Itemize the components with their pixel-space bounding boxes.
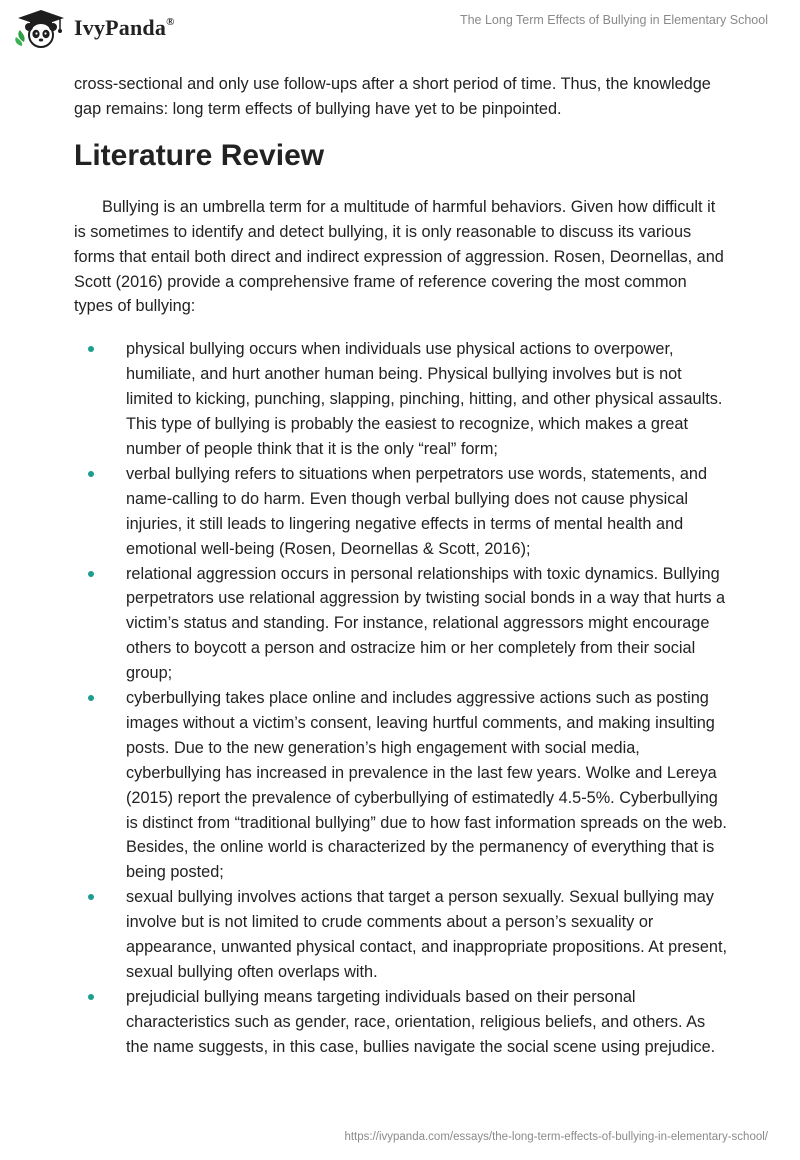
essay-body [74, 72, 730, 1060]
page-header [0, 0, 800, 60]
bullet-dot-icon [88, 894, 94, 900]
panda-graduation-icon [14, 8, 68, 48]
list-item [74, 462, 730, 562]
list-item-text: verbal bullying refers to situations when perpetrators use words, statements, and name-calling to do harm. Even though verbal bullying does not cause physical injuries, it still leads to lingering negative effects in terms of mental health and emotional well-being (Rosen, Deornellas & Scott, 2016); [126, 464, 707, 558]
list-item-text: physical bullying occurs when individuals use physical actions to overpower, humiliate, and hurt another human being. Physical bullying involves but is not limited to kicking, punching, slapping, pinching, hitting, and other physical assaults. This type of bullying is probably the easiest to recognize, which makes a great number of people think that it is the only “real” form; [126, 340, 723, 458]
list-item [74, 337, 730, 462]
ivypanda-logo[interactable] [14, 8, 175, 48]
source-url[interactable]: https://ivypanda.com/essays/the-long-term-effects-of-bullying-in-elementary-school/ [344, 1131, 768, 1143]
bullying-types-list [74, 337, 730, 1059]
running-title: The Long Term Effects of Bullying in Elementary School [459, 13, 768, 27]
bullet-dot-icon [88, 695, 94, 701]
list-item-text: prejudicial bullying means targeting individuals based on their personal characteristics such as gender, race, orientation, religious beliefs, and others. As the name suggests, in this case, bullies navigate the social scene using prejudice. [126, 987, 716, 1056]
list-item [74, 985, 730, 1060]
bullet-dot-icon [88, 994, 94, 1000]
list-item-text: sexual bullying involves actions that target a person sexually. Sexual bullying may involve but is not limited to crude comments about a person’s sexuality or appearance, unwanted physical contact, and inappropriate propositions. At present, sexual bullying often overlaps with. [126, 888, 727, 981]
section-heading: Literature Review [74, 138, 325, 172]
list-item [74, 562, 730, 687]
continuation-paragraph: cross-sectional and only use follow-ups after a short period of time. Thus, the knowledge gap remains: long term effects of bullying have yet to be pinpointed. [74, 75, 711, 118]
list-item-text: relational aggression occurs in personal relationships with toxic dynamics. Bullying perpetrators use relational aggression by twisting social bonds in a way that hurts a victim’s status and standing. For instance, relational aggressors might encourage others to boycott a person and ostracize him or her completely from their social group; [126, 564, 726, 683]
list-item [74, 686, 730, 885]
intro-paragraph: Bullying is an umbrella term for a multitude of harmful behaviors. Given how difficult it is sometimes to identify and detect bullying, it is only reasonable to discuss its various forms that entail both direct and indirect expression of aggression. Rosen, Deornellas, and Scott (2016) provide a comprehensive frame of reference covering the most common types of bullying: [74, 197, 724, 316]
logo-wordmark: IvyPanda® [74, 15, 175, 40]
bullet-dot-icon [88, 346, 94, 352]
bullet-dot-icon [88, 571, 94, 577]
list-item [74, 885, 730, 985]
list-item-text: cyberbullying takes place online and includes aggressive actions such as posting images without a victim’s consent, leaving hurtful comments, and making insulting posts. Due to the new generation’s high engagement with social media, cyberbullying has increased in prevalence in the last few years. Wolke and Lereya (2015) report the prevalence of cyberbullying of estimatedly 4.5-5%. Cyberbullying is distinct from “traditional bullying” due to how fast information spreads on the web. Besides, the online world is characterized by the permanency of everything that is being posted; [126, 689, 727, 882]
bullet-dot-icon [88, 471, 94, 477]
